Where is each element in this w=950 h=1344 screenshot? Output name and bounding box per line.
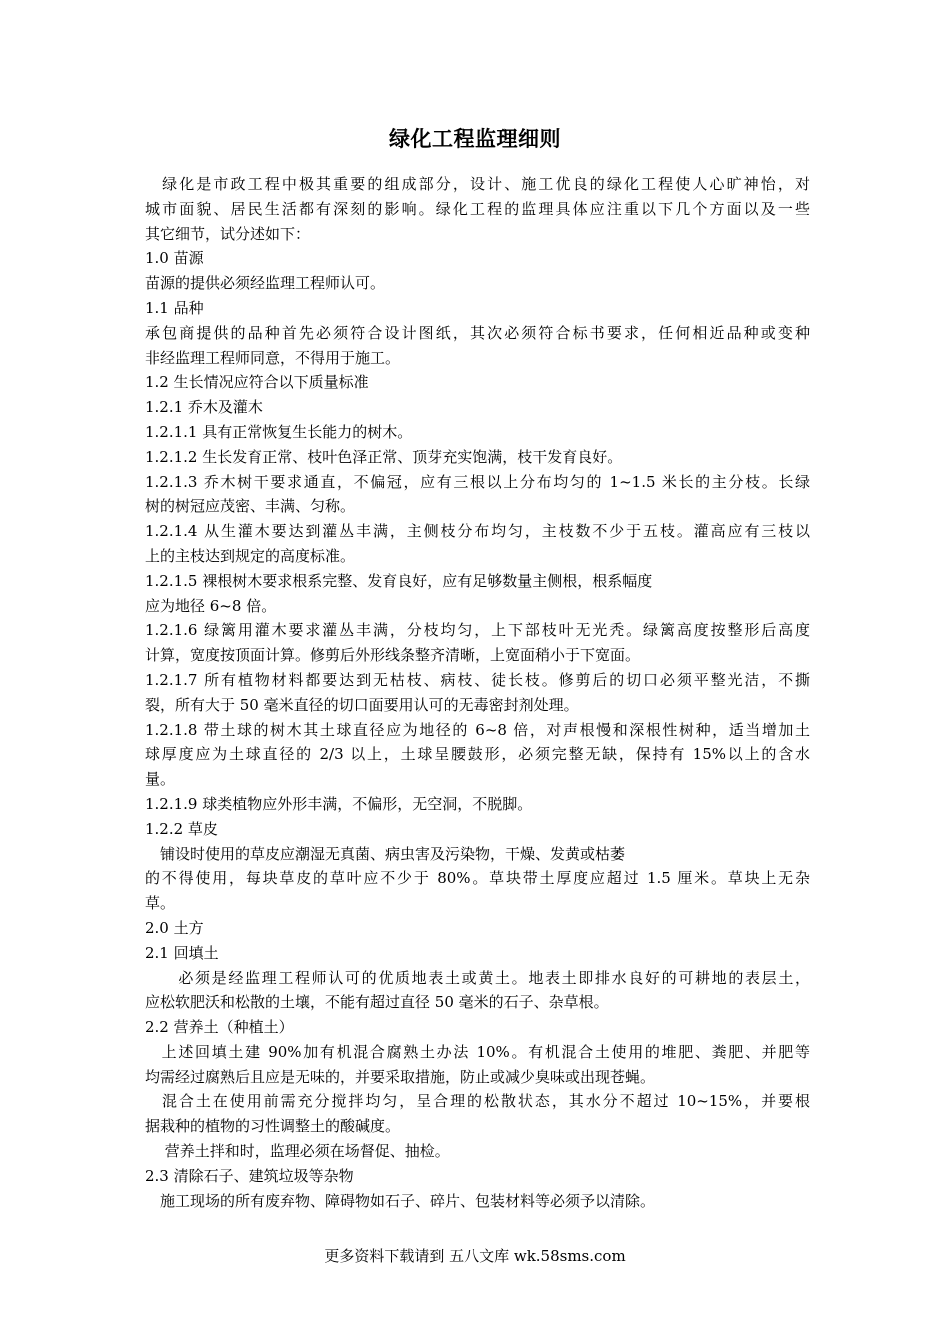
text-line: 树的树冠应茂密、丰满、匀称。 bbox=[145, 497, 356, 516]
text-line: 应松软肥沃和松散的土壤，不能有超过直径 50 毫米的石子、杂草根。 bbox=[145, 993, 609, 1012]
text-line: 1.2.1.3 乔木树干要求通直，不偏冠，应有三根以上分布均匀的 1~1.5 米长的主分枝。长绿 bbox=[145, 472, 810, 491]
text-line: 城市面貌、居民生活都有深刻的影响。绿化工程的监理具体应注重以下几个方面以及一些 bbox=[145, 199, 810, 218]
section-heading: 2.1 回填土 bbox=[145, 943, 219, 962]
text-line: 球厚度应为土球直径的 2/3 以上，土球呈腰鼓形，必须完整无缺，保持有 15%以上的含水 bbox=[145, 745, 810, 764]
text-line: 铺设时使用的草皮应潮湿无真菌、病虫害及污染物，干燥、发黄或枯萎 bbox=[145, 844, 626, 863]
section-heading: 1.2.1 乔木及灌木 bbox=[145, 398, 263, 417]
text-line: 1.2.1.7 所有植物材料都要达到无枯枝、病枝、徒长枝。修剪后的切口必须平整光洁，不撕 bbox=[145, 670, 810, 689]
section-heading: 1.0 苗源 bbox=[145, 249, 204, 268]
text-line: 上述回填土建 90%加有机混合腐熟土办法 10%。有机混合土使用的堆肥、粪肥、并肥等 bbox=[145, 1042, 810, 1061]
text-line: 混合土在使用前需充分搅拌均匀，呈合理的松散状态，其水分不超过 10~15%，并要根 bbox=[145, 1092, 810, 1111]
text-line: 必须是经监理工程师认可的优质地表土或黄土。地表土即排水良好的可耕地的表层土， bbox=[145, 968, 810, 987]
text-line: 施工现场的所有废弃物、障碍物如石子、碎片、包装材料等必须予以清除。 bbox=[145, 1191, 656, 1210]
text-line: 量。 bbox=[145, 770, 176, 789]
text-line: 应为地径 6~8 倍。 bbox=[145, 596, 277, 615]
text-line: 据栽种的植物的习性调整土的酸碱度。 bbox=[145, 1117, 401, 1136]
text-line: 草。 bbox=[145, 894, 176, 913]
text-line: 非经监理工程师同意，不得用于施工。 bbox=[145, 348, 401, 367]
section-heading: 1.2 生长情况应符合以下质量标准 bbox=[145, 373, 369, 392]
text-line: 1.2.1.5 裸根树木要求根系完整、发育良好，应有足够数量主侧根，根系幅度 bbox=[145, 571, 653, 590]
text-line: 绿化是市政工程中极其重要的组成部分，设计、施工优良的绿化工程使人心旷神怡，对 bbox=[145, 175, 810, 193]
text-line: 1.2.1.6 绿篱用灌木要求灌丛丰满，分枝均匀，上下部枝叶无光秃。绿篱高度按整形后高度 bbox=[145, 621, 810, 640]
text-line: 1.2.1.4 从生灌木要达到灌丛丰满，主侧枝分布均匀，主枝数不少于五枝。灌高应有三枝以 bbox=[145, 522, 810, 541]
page-title: 绿化工程监理细则 bbox=[389, 127, 561, 151]
document-body bbox=[145, 172, 810, 1213]
text-line: 承包商提供的品种首先必须符合设计图纸，其次必须符合标书要求，任何相近品种或变种 bbox=[145, 323, 810, 342]
text-line: 其它细节，试分述如下： bbox=[145, 224, 311, 243]
text-line: 1.2.1.1 具有正常恢复生长能力的树木。 bbox=[145, 422, 413, 441]
text-line: 1.2.1.2 生长发育正常、枝叶色泽正常、顶芽充实饱满，枝干发育良好。 bbox=[145, 447, 623, 466]
text-line: 裂，所有大于 50 毫米直径的切口面要用认可的无毒密封剂处理。 bbox=[145, 695, 579, 714]
section-heading: 1.2.2 草皮 bbox=[145, 819, 218, 838]
section-heading: 2.2 营养土（种植土） bbox=[145, 1018, 294, 1037]
section-heading: 1.1 品种 bbox=[145, 298, 204, 317]
text-line: 上的主枝达到规定的高度标准。 bbox=[145, 546, 356, 565]
section-heading: 2.0 土方 bbox=[145, 918, 204, 937]
text-line: 苗源的提供必须经监理工程师认可。 bbox=[145, 274, 386, 293]
text-line: 的不得使用，每块草皮的草叶应不少于 80%。草块带土厚度应超过 1.5 厘米。草块上无杂 bbox=[145, 869, 810, 888]
text-line: 均需经过腐熟后且应是无味的，并要采取措施，防止或减少臭味或出现苍蝇。 bbox=[145, 1067, 656, 1086]
section-heading: 2.3 清除石子、建筑垃圾等杂物 bbox=[145, 1166, 354, 1185]
text-line: 计算，宽度按顶面计算。修剪后外形线条整齐清晰，上宽面稍小于下宽面。 bbox=[145, 646, 641, 665]
text-line: 1.2.1.9 球类植物应外形丰满，不偏形，无空洞，不脱脚。 bbox=[145, 794, 533, 813]
text-line: 1.2.1.8 带土球的树木其土球直径应为地径的 6~8 倍，对声根慢和深根性树种，适当增加土 bbox=[145, 720, 810, 739]
text-line: 营养土拌和时，监理必须在场督促、抽检。 bbox=[145, 1142, 450, 1161]
footer-text: 更多资料下载请到 五八文库 wk.58sms.com bbox=[324, 1247, 626, 1265]
